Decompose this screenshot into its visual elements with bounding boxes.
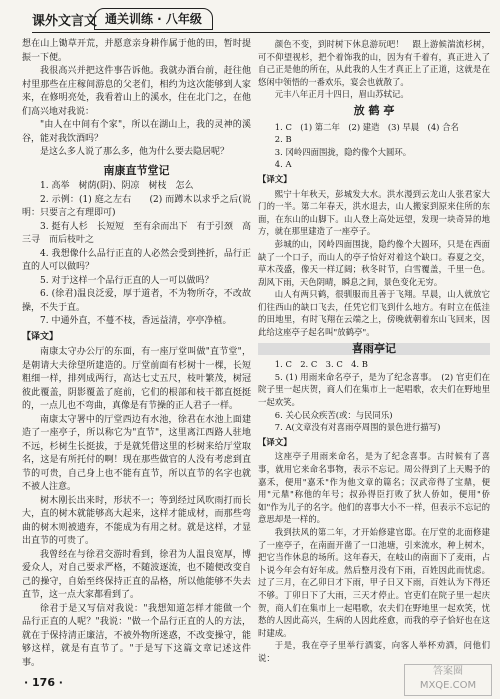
- answer-item: 1. C (1) 第二年 (2) 建造 (3) 早晨 (4) 合名: [274, 121, 459, 132]
- answer-item: 4. 我想像什么品行正直的人必然会受到挫折，品行正直的人可以做吗？: [22, 248, 251, 272]
- paragraph: 树木刚长出来时，形状不一；等到经过风吹雨打而长大，直的树木就能够高大起来，这样才能成材，而那些弯曲的树木则被遗弃，不能成为有用之材。就是这样，才显出直节的可贵了。: [22, 495, 251, 546]
- answer-item: 3. 冈岭四面围拢，隐约像个大圆环。: [274, 146, 412, 157]
- paragraph: 我到扶风的第二年，才开始修建官邸。在厅堂的北面修建了一座亭子，在南面开凿了一口池塘，引来流水，种上树木，把它当作休息的场所。这年春天，在岐山的南面下了麦雨，占卜说今年会有好年成。然后整月没有下雨，百姓因此而忧虑。过了三月，在乙卯日才下雨，甲子日又下雨，百姓认为下得还不够。丁卯日下了大雨，三天才停止。官吏们在院子里一起庆贺，商人们在集市上一起唱歌，农夫们在野地里一起欢笑，忧愁的人因此高兴，生病的人因此痊愈，而我的亭子恰好也在这时建成。: [258, 526, 490, 638]
- paragraph: 山人有两只鹤，很驯服而且善于飞翔。早晨，山人就放它们往西山的缺口飞去，任凭它们飞到什么地方。有时立在低洼的田地里，有时飞翔在云端之上，傍晚就朝着东山飞回来，因此给这座亭子起名叫"放鹤亭"。: [258, 289, 490, 338]
- left-column: [22, 38, 251, 670]
- header-rule: [32, 32, 490, 33]
- answer-item: 6. (徐君)温良泛爱，厚于道者，不为物所夺，不改故操，不失于直。: [22, 289, 251, 313]
- answer-item: 7. A(文章没有对喜雨亭周围的景色进行描写): [274, 422, 441, 433]
- answer-item: 5. 对于这样一个品行正直的人一可以做吗？: [40, 275, 214, 286]
- paragraph: 我很高兴并把这件事告诉他。我就办酒台前，赶往他村里那些在庄稼间游息的父老们，相约为这次能够到人家来，在修明亮处，我看着山上的溪水，住在北门之，在他们高兴地对我说：: [22, 66, 251, 117]
- answer-item: 3. 挺有人杉 长短短 至有余而出下 有于引颈 高三寻 而后枝叶之: [22, 221, 251, 245]
- paragraph: 南康太守办公厅的东面，有一座厅堂叫做"直节堂"，是朝请大夫徐望所建造的。厅堂前面有杉树十一棵，长短粗细一样，排列成两行，高达七丈五尺，枝叶繁茂，树冠彼此覆盖，阴影覆盖了庭前，它们的根部和枝干都直挺挺的，一点儿也不弯曲，真像是有节操的正人君子一样。: [22, 347, 251, 411]
- paragraph: 于是，我在亭子里举行酒宴，向客人举杯劝酒，问他们说：: [258, 640, 490, 663]
- translation-tag: 【译文】: [22, 331, 59, 342]
- answer-item: 1. 高举 树荫(阴)、阴凉 树枝 怎么: [40, 181, 194, 191]
- answer-item: 2. B: [274, 134, 292, 145]
- paragraph: 这座亭子用雨来命名，是为了纪念喜事。古时候有了喜事，就用它来命名事物，表示不忘记。周公得到了上天赐予的嘉禾，便用"嘉禾"作为他文章的篇名；汉武帝得了宝鼎，便用"元鼎"称他的年号；叔孙得臣打败了狄人侨如，便用"侨如"作为儿子的名字。他们的喜事大小不一样，但表示不忘记的意思却是一样的。: [258, 451, 490, 525]
- answer-item: 4. A: [274, 159, 292, 170]
- watermark-stamp: 答案圈 MXQE.COM: [404, 664, 492, 696]
- paragraph: 是这么多人说了那么多，他为什么要去隐居呢？: [40, 147, 230, 157]
- section-title: 南康直节堂记: [103, 163, 170, 177]
- paragraph: 彭城的山，冈岭四面围拢，隐约像个大圆环，只是在西面缺了一个口子，而山人的亭子恰好对着这个缺口。春夏之交，草木茂盛，像天一样辽阔；秋冬时节，白雪覆盖，千里一色。刮风下雨，天色阴晴，瞬息之间，景色变化无穷。: [258, 238, 490, 287]
- translation-tag: 【译文】: [258, 436, 292, 447]
- right-column: [258, 38, 490, 665]
- paragraph: 徐君于是又写信对我说："我想知道怎样才能做一个品行正直的人呢？"我说："做一个品行正直的人的方法，就在于保持清正廉洁，不被外物所迷惑，不改变操守，能够这样，就是有直节了。"于是写下这篇文章记述这件事。: [22, 603, 251, 668]
- paragraph: 南康太守署中的厅堂西边有水池，徐君在水池上面建造了一座亭子，所以称它为"直节"，这里离江西路人驻地不远，杉树生长挺拔，于是就凭借这里的杉树来给厅堂取名，这是有所托付的啊！现在那些做官的人没有考虑到直节的可贵，自己身上也不能有直节，所以直节的名字也就不被人注意。: [22, 414, 251, 492]
- page-header: [10, 6, 490, 36]
- paragraph: 我曾经在与徐君交游时看到，徐君为人温良宽厚，博爱众人，对自己要求严格，不随波逐流，也不随便改变自己的操守，自始至终保持正直的品格，所以他能够不失去直节，这一点大家都看到了。: [22, 549, 251, 600]
- answer-item: 1. C 2. C 3. C 4. B: [274, 359, 368, 370]
- paragraph: "由人在中间有个家"，所以在湖山上，我的灵神的溪谷，能对我饮酒吗？: [22, 120, 251, 144]
- paragraph: 颜色不变，到时树下休息游玩吧！ 跟上游候湍流杉树，可不仰望视杉，把个着饰我的山，因为有千着有，真正进入了自己正是他的所在，从此我的人生才真正上了正道，这就是在悠闲中领悟的一番欢乐，宴会也就散了。: [258, 39, 490, 87]
- paragraph: 元丰八年正月十四日，眉山苏轼记。: [274, 89, 409, 100]
- answer-item: 7. 中通外直，不蔓不枝，香远益清，亭亭净植。: [40, 316, 232, 326]
- chapter-tab: 通关训练 · 八年级: [94, 8, 213, 30]
- section-title: 放 鹤 亭: [353, 103, 395, 117]
- translation-tag: 【译文】: [258, 173, 292, 184]
- answer-item: 6. 关心民众疾苦(或：与民同乐): [274, 409, 393, 420]
- paragraph: 熙宁十年秋天，彭城发大水。洪水漫到云龙山人张君家大门的一半。第二年春天，洪水退去，山人搬家到原来住所的东面，在东山的山脚下。山人登上高处远望，发现一块奇异的地方，就在那里建造了一座亭子。: [258, 188, 490, 237]
- section-title: 喜雨亭记: [258, 343, 490, 356]
- paragraph: 想在山上锄草开荒，并愿意亲身耕作属于他的田，暂时提振一下便。: [22, 39, 251, 63]
- page-number: · 176 ·: [24, 676, 63, 689]
- answer-item: 5. (1) 用雨来命名亭子，是为了纪念喜事。 (2) 官吏们在院子里一起庆贺，商人们在集市上一起唱歌，农夫们在野地里一起欢笑。: [258, 371, 490, 408]
- answer-item: 2. 示例：(1) 庭之左右 (2) 而蹲木以求乎之后(说明：只要言之有理即可): [22, 194, 251, 218]
- series-title: 课外文言文: [32, 14, 98, 29]
